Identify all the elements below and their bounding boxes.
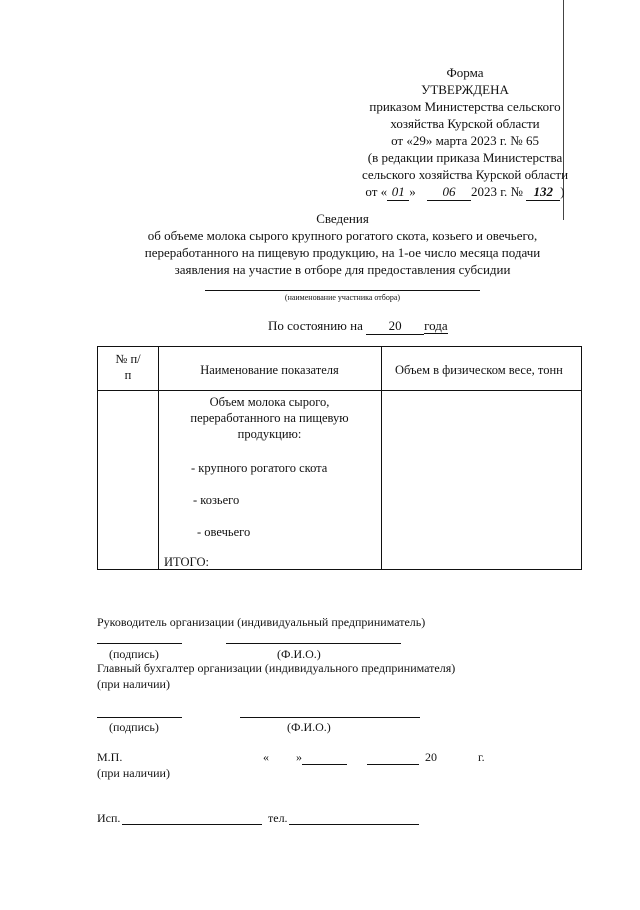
column-divider: [158, 347, 159, 569]
head-fio-caption: (Ф.И.О.): [277, 647, 321, 661]
item-goat: - козьего: [193, 493, 240, 507]
executor-line: [122, 824, 262, 825]
head-fio-line: [226, 643, 401, 644]
date-month-line: [367, 764, 419, 765]
indicators-table: [97, 346, 582, 570]
approval-line: (в редакции приказа Министерства: [367, 150, 563, 165]
head-title: Руководитель организации (индивидуальный предприниматель): [97, 615, 426, 629]
accountant-if-any: (при наличии): [97, 677, 170, 691]
header-number: [98, 351, 158, 383]
participant-name-line: [205, 290, 480, 291]
item-sheep: - овечьего: [197, 525, 251, 539]
date-year-suffix: г.: [478, 750, 485, 764]
participant-caption: (наименование участника отбора): [284, 293, 401, 302]
phone-label: тел.: [268, 811, 288, 825]
approval-line: УТВЕРЖДЕНА: [421, 82, 509, 97]
stamp-if-any: (при наличии): [97, 766, 170, 780]
accountant-title: Главный бухгалтер организации (индивидуального предпринимателя): [97, 661, 456, 675]
header-number-text: № п/п: [115, 352, 141, 382]
amendment-date-line: от « 01 » 06 2023 г. № 132 ): [365, 184, 565, 199]
as-of-year: 20: [366, 317, 424, 335]
column-divider: [381, 347, 382, 569]
phone-line: [289, 824, 419, 825]
handwritten-day: 01: [387, 183, 409, 201]
title-line: об объеме молока сырого крупного рогатого скота, козьего и овечьего,: [147, 228, 538, 243]
accountant-fio-line: [240, 717, 420, 718]
document-title-block: [120, 210, 565, 278]
header-divider: [98, 390, 581, 391]
accountant-signature-caption: (подпись): [109, 720, 159, 734]
approval-block: [340, 64, 590, 200]
head-signature-line: [97, 643, 182, 644]
title-line: заявления на участие в отборе для предоставления субсидии: [174, 262, 511, 277]
indicator-line: переработанного на пищевую: [190, 411, 349, 425]
accountant-fio-caption: (Ф.И.О.): [287, 720, 331, 734]
approval-line: от «29» марта 2023 г. № 65: [391, 133, 539, 148]
accountant-signature-line: [97, 717, 182, 718]
header-indicator: Наименование показателя: [200, 363, 339, 377]
document-title: Сведения: [316, 211, 369, 226]
handwritten-month: 06: [427, 183, 471, 201]
as-of-row: [268, 317, 448, 335]
title-line: переработанного на пищевую продукцию, на 1-ое число месяца подачи: [144, 245, 541, 260]
as-of-label: По состоянию на: [268, 318, 363, 333]
date-year: 20: [425, 750, 437, 764]
item-cattle: - крупного рогатого скота: [191, 461, 328, 475]
approval-line: сельского хозяйства Курской области: [361, 167, 569, 182]
indicator-description: [158, 394, 381, 442]
approval-line: хозяйства Курской области: [390, 116, 540, 131]
header-volume: Объем в физическом весе, тонн: [395, 363, 563, 377]
stamp-label: М.П.: [97, 750, 123, 764]
approval-line: Форма: [446, 65, 484, 80]
indicator-line: Объем молока сырого,: [209, 395, 330, 409]
approval-line: приказом Министерства сельского: [369, 99, 561, 114]
date-close-quote: »: [296, 750, 302, 764]
as-of-year-suffix: года: [424, 318, 448, 333]
head-signature-caption: (подпись): [109, 647, 159, 661]
indicator-line: продукцию:: [237, 427, 302, 441]
handwritten-order-number: 132: [526, 183, 560, 201]
date-day-line: [302, 764, 347, 765]
executor-label: Исп.: [97, 811, 121, 825]
total-label: ИТОГО:: [164, 555, 209, 569]
date-open-quote: «: [263, 750, 269, 764]
